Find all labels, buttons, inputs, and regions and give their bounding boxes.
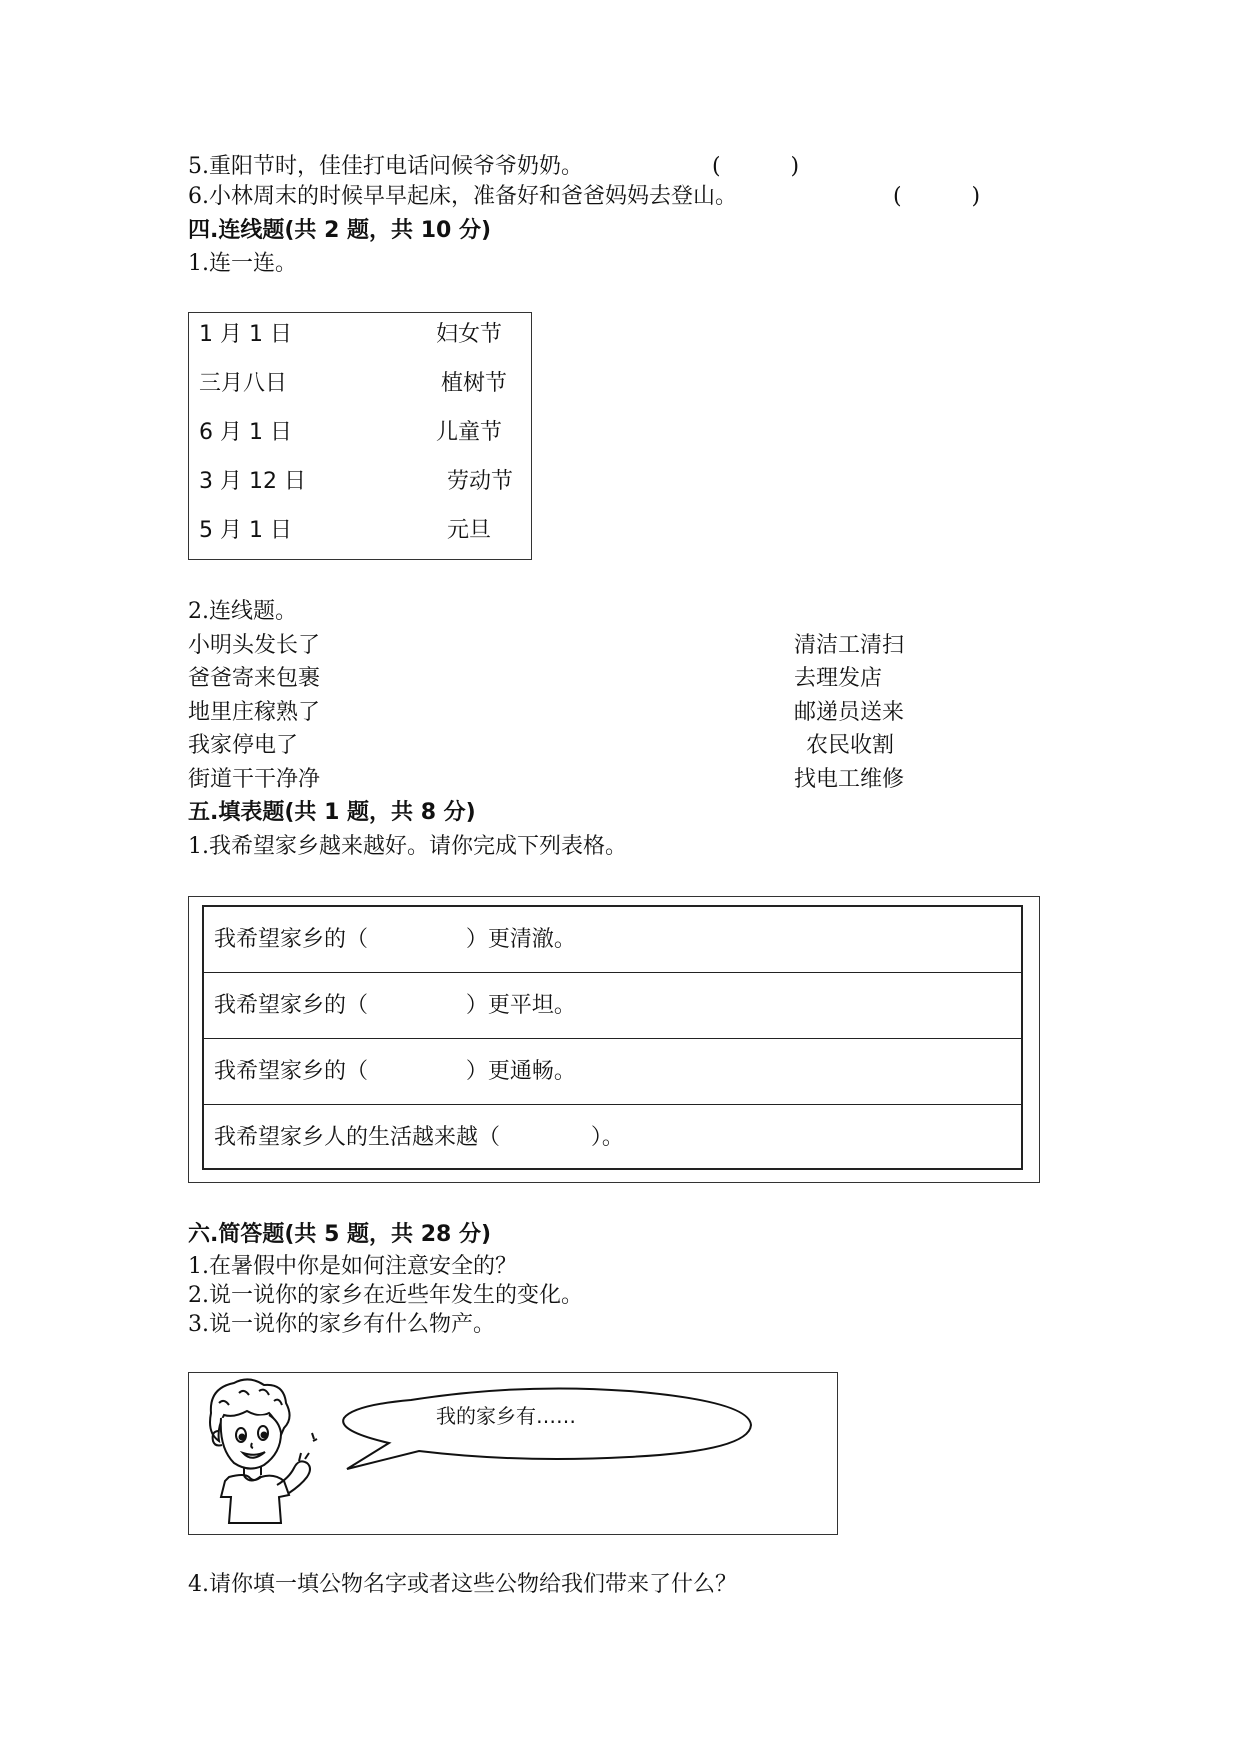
section-5-heading: 五.填表题(共 1 题，共 8 分) xyxy=(188,800,476,825)
q3-item-5: 5.重阳节时，佳佳打电话问候爷爷奶奶。 xyxy=(188,154,583,179)
right-col-item[interactable]: 清洁工清扫 xyxy=(794,633,905,658)
section-6-heading: 六.简答题(共 5 题，共 28 分) xyxy=(188,1222,492,1247)
date-item[interactable]: 6 月 1 日 xyxy=(199,420,292,445)
fill-table-box xyxy=(188,896,1040,1183)
left-col-item[interactable]: 小明头发长了 xyxy=(188,633,321,658)
q6-item-1: 1.在暑假中你是如何注意安全的？ xyxy=(188,1254,517,1279)
holiday-item[interactable]: 植树节 xyxy=(441,371,508,396)
q6-item-3: 3.说一说你的家乡有什么物产。 xyxy=(188,1312,495,1337)
q5-sub-1: 1.我希望家乡越来越好。请你完成下列表格。 xyxy=(188,834,627,859)
date-item[interactable]: 三月八日 xyxy=(199,371,288,396)
date-item[interactable]: 3 月 12 日 xyxy=(199,469,306,494)
table-row[interactable]: 我希望家乡的（ ）更平坦。 xyxy=(204,973,1021,1039)
left-col-item[interactable]: 街道干干净净 xyxy=(188,767,321,792)
holiday-item[interactable]: 儿童节 xyxy=(436,420,503,445)
child-cartoon-icon xyxy=(210,1379,317,1523)
match-row xyxy=(199,462,521,502)
speech-bubble-text: 我的家乡有…… xyxy=(436,1404,576,1428)
q6-item-4: 4.请你填一填公物名字或者这些公物给我们带来了什么？ xyxy=(188,1572,737,1597)
match-row xyxy=(199,315,521,355)
match-row xyxy=(199,511,521,551)
table-row[interactable]: 我希望家乡人的生活越来越（ ）。 xyxy=(214,1125,624,1150)
section-4-heading: 四.连线题(共 2 题，共 10 分) xyxy=(188,218,492,243)
right-col-item[interactable]: 找电工维修 xyxy=(794,767,905,792)
right-col-item[interactable]: 去理发店 xyxy=(794,666,883,691)
left-col-item[interactable]: 爸爸寄来包裹 xyxy=(188,666,321,691)
match-row xyxy=(199,413,521,453)
child-speech-illustration xyxy=(189,1373,836,1533)
right-col-item[interactable]: 邮递员送来 xyxy=(794,700,905,725)
q3-item-5-answer-paren[interactable]: ( ) xyxy=(712,154,800,179)
match-row xyxy=(199,364,521,404)
q3-item-6: 6.小林周末的时候早早起床，准备好和爸爸妈妈去登山。 xyxy=(188,184,737,209)
table-row[interactable]: 我希望家乡的（ ）更通畅。 xyxy=(204,1039,1021,1105)
matching-box-dates xyxy=(188,312,532,560)
speech-illustration-box xyxy=(188,1372,838,1535)
q4-sub-1: 1.连一连。 xyxy=(188,251,297,276)
fill-table xyxy=(202,905,1023,1170)
q3-item-6-answer-paren[interactable]: ( ) xyxy=(893,184,981,209)
q6-item-2: 2.说一说你的家乡在近些年发生的变化。 xyxy=(188,1283,583,1308)
holiday-item[interactable]: 妇女节 xyxy=(436,322,503,347)
left-col-item[interactable]: 地里庄稼熟了 xyxy=(188,700,321,725)
date-item[interactable]: 1 月 1 日 xyxy=(199,322,292,347)
left-col-item[interactable]: 我家停电了 xyxy=(188,733,299,758)
holiday-item[interactable]: 劳动节 xyxy=(447,469,514,494)
q4-sub-2: 2.连线题。 xyxy=(188,599,297,624)
right-col-item[interactable]: 农民收割 xyxy=(806,733,895,758)
table-row[interactable]: 我希望家乡的（ ）更清澈。 xyxy=(204,907,1021,973)
holiday-item[interactable]: 元旦 xyxy=(447,518,492,543)
date-item[interactable]: 5 月 1 日 xyxy=(199,518,292,543)
